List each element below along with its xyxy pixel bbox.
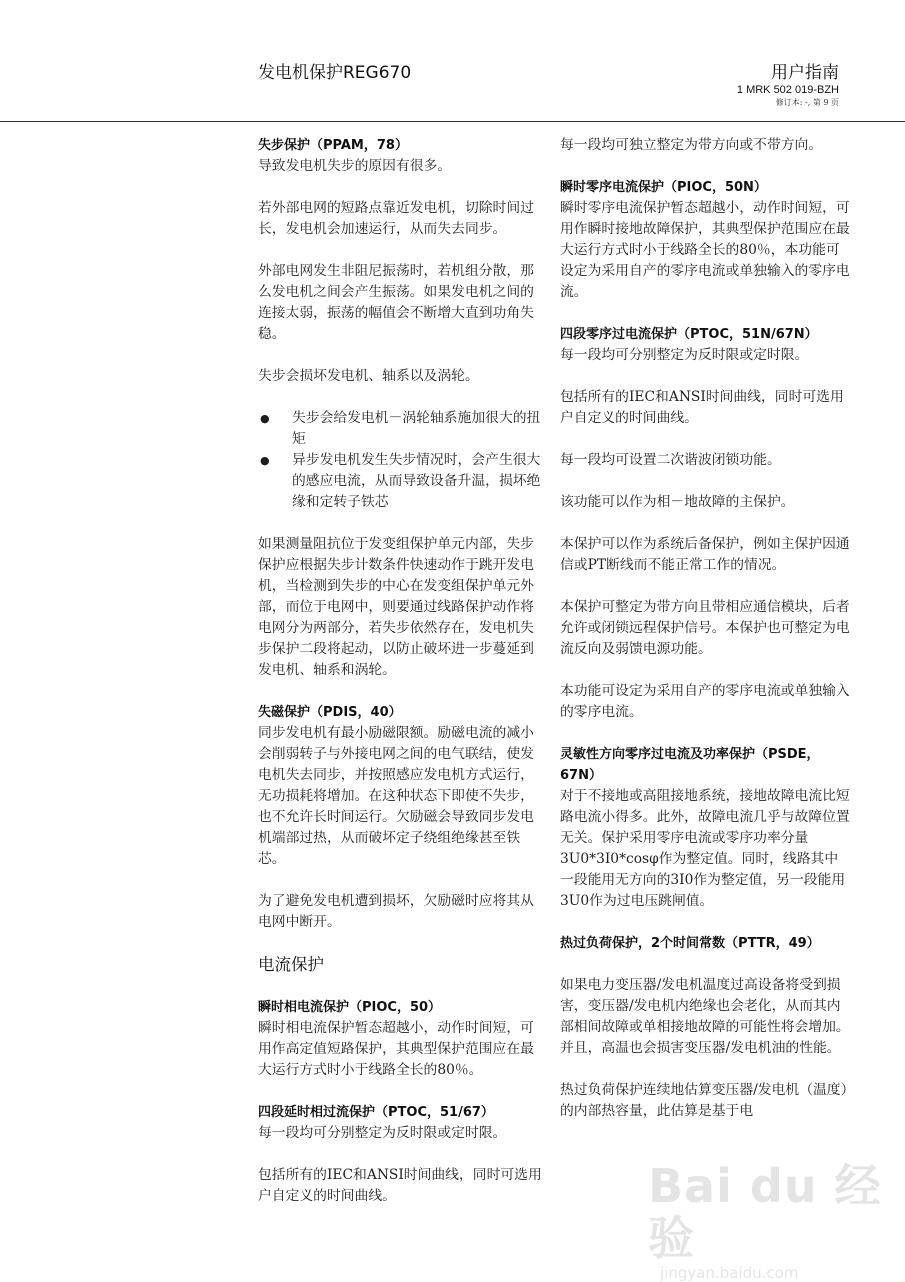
- section-heading-pioc50n: 瞬时零序电流保护（PIOC，50N）: [560, 180, 767, 195]
- paragraph: 本保护可以作为系统后备保护，例如主保护因通信或PT断线而不能正常工作的情况。: [560, 536, 850, 573]
- bullet-icon: ●: [260, 454, 270, 467]
- paragraph: 本功能可设定为采用自产的零序电流或单独输入的零序电流。: [560, 683, 850, 720]
- header-divider: [0, 121, 905, 122]
- paragraph: 若外部电网的短路点靠近发电机，切除时间过长，发电机会加速运行，从而失去同步。: [258, 200, 534, 237]
- revision-page: 修订本: -, 第 9 页: [775, 98, 839, 107]
- paragraph: 对于不接地或高阻接地系统，接地故障电流比短路电流小得多。此外，故障电流几乎与故障位置无关。保护采用零序电流或零序功率分量3U0*3I0*cosφ作为整定值。同时，线路其中一段能用无方向的3I0作为整定值，另一段能用3U0作为过电压跳闸值。: [560, 788, 850, 909]
- paragraph: 包括所有的IEC和ANSI时间曲线，同时可选用户自定义的时间曲线。: [258, 1167, 542, 1204]
- paragraph: 失步会损坏发电机、轴系以及涡轮。: [258, 368, 479, 384]
- list-item: ● 失步会给发电机－涡轮轴系施加很大的扭矩: [260, 410, 541, 447]
- paragraph: 本保护可整定为带方向且带相应通信模块，后者允许或闭锁远程保护信号。本保护也可整定为电流反向及弱馈电源功能。: [560, 599, 850, 657]
- right-column: [560, 135, 850, 1143]
- paragraph: 该功能可以作为相－地故障的主保护。: [560, 494, 795, 510]
- paragraph: 为了避免发电机遭到损坏，欠励磁时应将其从电网中断开。: [258, 893, 534, 930]
- watermark-brand: Bai du 经验: [648, 1159, 882, 1265]
- section-heading-pspm: 失步保护（PPAM，78）: [258, 138, 408, 153]
- paragraph: 每一段均可设置二次谐波闭锁功能。: [560, 452, 781, 468]
- list-item: ● 异步发电机发生失步情况时，会产生很大的感应电流，从而导致设备升温，损坏绝缘和定转子铁芯: [260, 452, 541, 510]
- header-meta: [737, 62, 839, 108]
- paragraph: 每一段均可分别整定为反时限或定时限。: [258, 1125, 507, 1141]
- chapter-heading-current: 电流保护: [258, 955, 324, 974]
- paragraph: 包括所有的IEC和ANSI时间曲线，同时可选用户自定义的时间曲线。: [560, 389, 844, 426]
- baidu-watermark: [648, 1159, 888, 1282]
- guide-label: 用户指南: [771, 63, 839, 83]
- paragraph: 每一段均可分别整定为反时限或定时限。: [560, 347, 809, 363]
- paragraph: 如果电力变压器/发电机温度过高设备将受到损害，变压器/发电机内绝缘也会老化，从而其内部相间故障或单相接地故障的可能性将会增加。并且，高温也会损害变压器/发电机油的性能。: [560, 977, 850, 1056]
- section-heading-pttr: 热过负荷保护，2个时间常数（PTTR，49）: [560, 936, 820, 951]
- paragraph: 每一段均可独立整定为带方向或不带方向。: [560, 137, 823, 153]
- document-title: 发电机保护REG670: [258, 63, 412, 83]
- watermark-url: jingyan.baidu.com: [660, 1264, 799, 1282]
- section-heading-pdis: 失磁保护（PDIS，40）: [258, 705, 402, 720]
- doc-number: 1 MRK 502 019-BZH: [736, 84, 839, 96]
- bullet-icon: ●: [260, 412, 270, 425]
- paragraph: 如果测量阻抗位于发变组保护单元内部，失步保护应根据失步计数条件快速动作于跳开发电机，当检测到失步的中心在发变组保护单元外部，而位于电网中，则要通过线路保护动作将电网分为两部分，若失步依然存在，发电机失步保护二段将起动，以防止破坏进一步蔓延到发电机、轴系和涡轮。: [258, 536, 534, 678]
- paragraph: 热过负荷保护连续地估算变压器/发电机（温度）的内部热容量，此估算是基于电: [560, 1082, 848, 1119]
- bullet-list: [258, 408, 544, 513]
- paragraph: 外部电网发生非阻尼振荡时，若机组分散，那么发电机之间会产生振荡。如果发电机之间的连接太弱，振荡的幅值会不断增大直到功角失稳。: [258, 263, 534, 342]
- paragraph: 瞬时零序电流保护暂态超越小，动作时间短，可用作瞬时接地故障保护，其典型保护范围应在最大运行方式时小于线路全长的80％，本功能可设定为采用自产的零序电流或单独输入的零序电流。: [560, 200, 850, 300]
- section-heading-ptoc51: 四段延时相过流保护（PTOC，51/67）: [258, 1105, 494, 1120]
- section-heading-pioc50: 瞬时相电流保护（PIOC，50）: [258, 1000, 442, 1015]
- section-heading-ptoc51n: 四段零序过电流保护（PTOC，51N/67N）: [560, 327, 818, 342]
- section-heading-psde: 灵敏性方向零序过电流及功率保护（PSDE，67N）: [560, 747, 820, 783]
- paragraph: 同步发电机有最小励磁限额。励磁电流的减小会削弱转子与外接电网之间的电气联结，使发电机失去同步，并按照感应发电机方式运行，无功损耗将增加。在这种状态下即使不失步，也不允许长时间运行。欠励磁会导致同步发电机端部过热，从而破坏定子绕组绝缘甚至铁芯。: [258, 725, 534, 867]
- left-column: [258, 135, 544, 1228]
- paragraph: 瞬时相电流保护暂态超越小，动作时间短，可用作高定值短路保护，其典型保护范围应在最大运行方式时小于线路全长的80％。: [258, 1020, 534, 1078]
- paragraph: 导致发电机失步的原因有很多。: [258, 158, 452, 174]
